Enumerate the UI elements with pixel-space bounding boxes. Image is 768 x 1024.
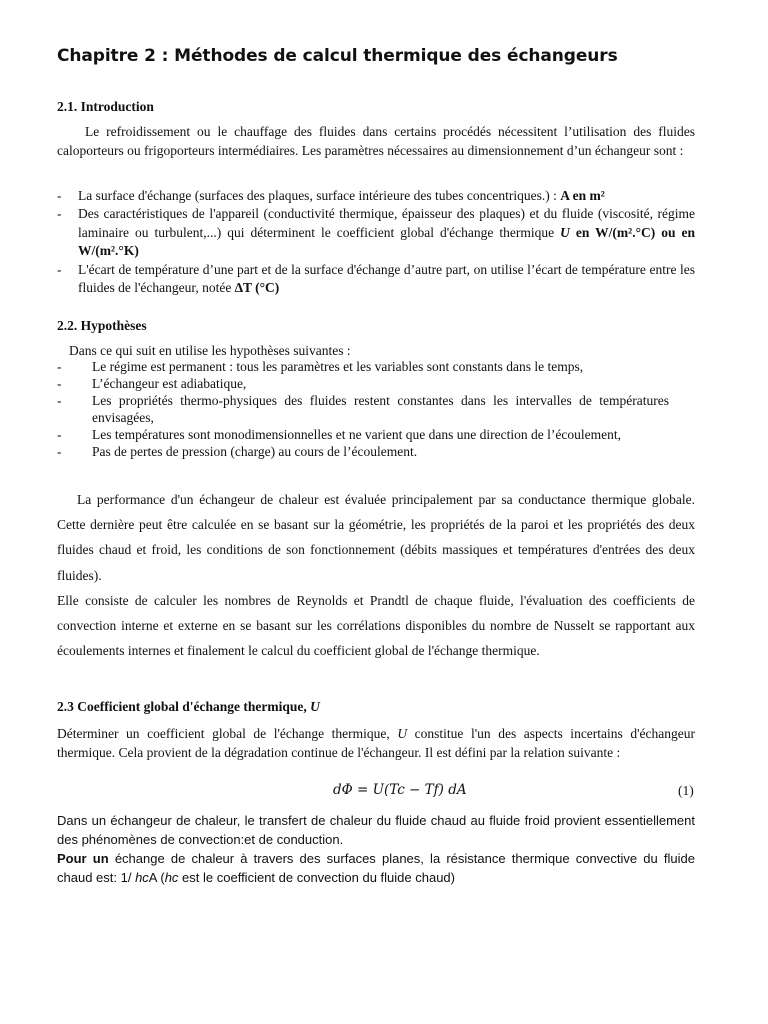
list-item: - Le régime est permanent : tous les paramètres et les variables sont constants dans le temps, (57, 358, 669, 375)
resistance-paragraph: Pour un échange de chaleur à travers des surfaces planes, la résistance thermique convective du fluide chaud est: 1/ hcA (hc est le coefficient de convection du fluide chaud) (57, 851, 695, 885)
surface-unit: A en m² (560, 188, 605, 203)
section-2-1-title: 2.1. Introduction (57, 99, 154, 114)
list-item: - L’échangeur est adiabatique, (57, 375, 669, 392)
section-2-3-title: 2.3 Coefficient global d'échange thermique, U (57, 699, 320, 714)
section-2-2-title: 2.2. Hypothèses (57, 318, 147, 333)
list-item: - La surface d'échange (surfaces des plaques, surface intérieure des tubes concentriques.) : A en m² (57, 187, 695, 205)
u-symbol: U (560, 224, 570, 240)
list-item: - L'écart de température d’une part et de la surface d'échange d’autre part, on utilise l’écart de température entre les fluides de l'échangeur, notée ∆T (°C) (57, 261, 695, 298)
hypotheses-list (57, 358, 669, 460)
reynolds-paragraph: Elle consiste de calculer les nombres de Reynolds et Prandtl de chaque fluide, l'évaluation des coefficients de convection interne et externe en se basant sur les corrélations disponibles du nombre de Nusselt se rapportant aux écoulements internes et finalement le calcul du coefficient global de l'échange thermique. (57, 593, 695, 659)
coefficient-paragraph: Déterminer un coefficient global de l'échange thermique, U constitue l'un des aspects incertains d'échangeur thermique. Cela provient de la dégradation continue de l'échangeur. Il est défini par la relation suivante : (57, 726, 695, 760)
list-item: - Pas de pertes de pression (charge) au cours de l’écoulement. (57, 443, 669, 460)
transfer-paragraph: Dans un échangeur de chaleur, le transfert de chaleur du fluide chaud au fluide froid provient essentiellement des phénomènes de convection:et de conduction. (57, 813, 695, 847)
intro-paragraph: Le refroidissement ou le chauffage des fluides dans certains procédés nécessitent l’utilisation des fluides caloporteurs ou frigoporteurs intermédiaires. Les paramètres nécessaires au dimensionnement d’un échangeur sont : (57, 124, 695, 158)
list-item: - Des caractéristiques de l'appareil (conductivité thermique, épaisseur des plaques) et du fluide (viscosité, régime laminaire ou turbulent,...) qui déterminent le coefficient global d'échange thermique U en W/(m².°C) ou en W/(m².°K) (57, 205, 695, 260)
chapter-title: Chapitre 2 : Méthodes de calcul thermique des échangeurs (57, 46, 618, 66)
equation-number: (1) (678, 783, 694, 798)
equation-1: dΦ = U(Tc − Tf) dA (333, 782, 467, 798)
u-symbol: U (310, 699, 320, 714)
hypotheses-lead: Dans ce qui suit en utilise les hypothèses suivantes : (69, 343, 351, 358)
performance-paragraph: La performance d'un échangeur de chaleur est évaluée principalement par sa conductance thermique globale. Cette dernière peut être calculée en se basant sur la géométrie, les propriétés de la paroi et les propriétés des deux fluides chaud et froid, les conditions de son fonctionnement (débits massiques et températures d'entrées des deux fluides). (57, 492, 695, 583)
delta-t-symbol: ∆T (°C) (234, 280, 280, 296)
list-item: - Les températures sont monodimensionnelles et ne varient que dans une direction de l’écoulement, (57, 426, 669, 443)
parameters-list (57, 187, 695, 297)
list-item: - Les propriétés thermo-physiques des fluides restent constantes dans les intervalles de températures envisagées, (57, 392, 669, 426)
